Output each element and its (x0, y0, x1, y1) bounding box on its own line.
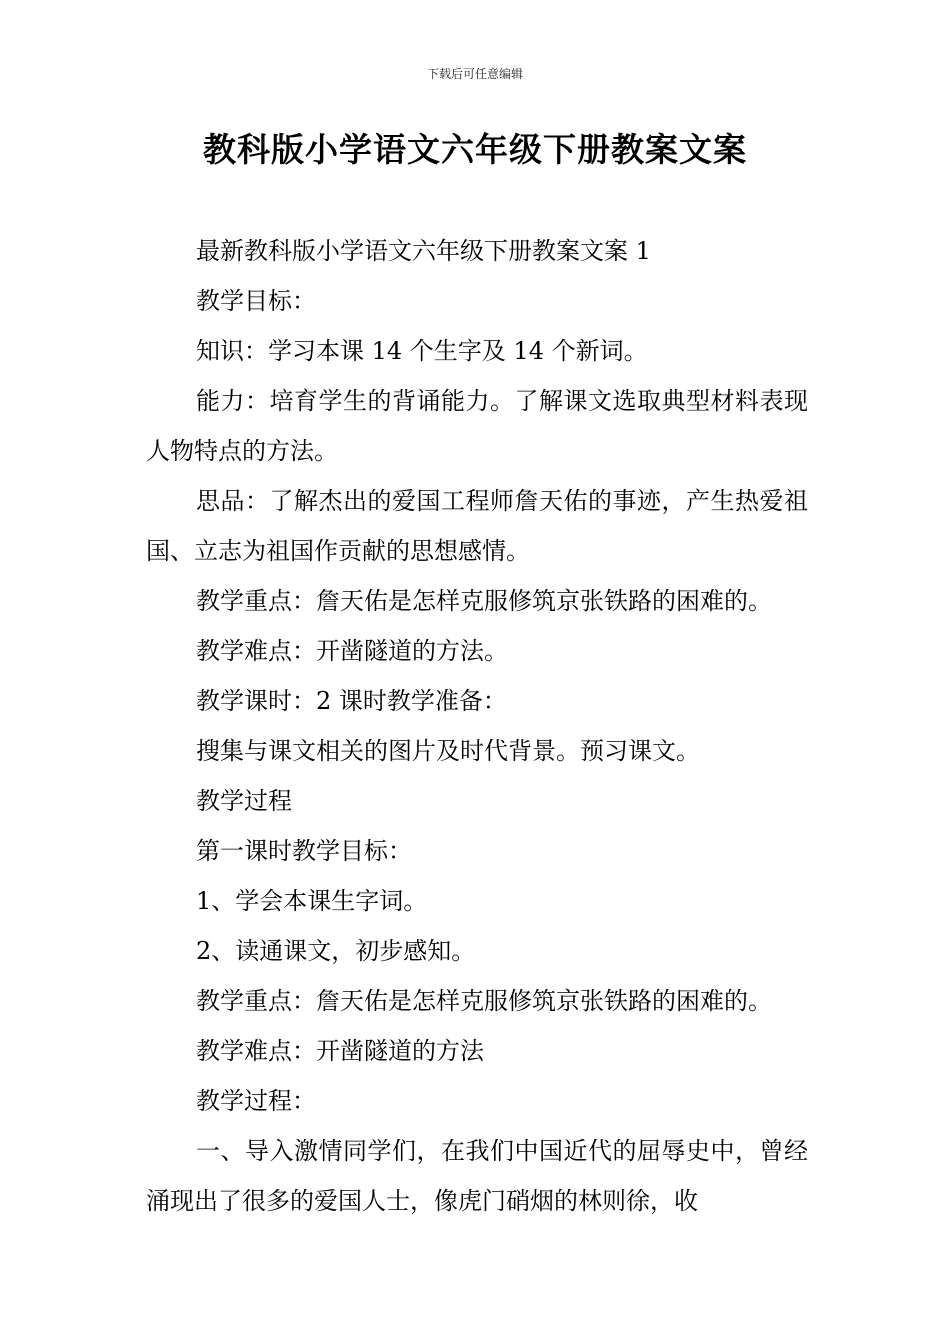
paragraph-class-hours: 教学课时：2 课时教学准备： (196, 687, 507, 715)
paragraph-introduction: 一、导入激情同学们，在我们中国近代的屈辱史中，曾经涌现出了很多的爱国人士，像虎门硝烟的林则徐，收 (146, 1137, 808, 1215)
paragraph-process-label: 教学过程 (196, 787, 292, 815)
paragraph-key-point: 教学重点：詹天佑是怎样克服修筑京张铁路的困难的。 (196, 587, 772, 615)
paragraph-objectives-label: 教学目标： (196, 287, 316, 315)
paragraph-objective-2: 2、读通课文，初步感知。 (196, 937, 476, 965)
paragraph-key-point-2: 教学重点：詹天佑是怎样克服修筑京张铁路的困难的。 (196, 987, 772, 1015)
paragraph-difficulty-2: 教学难点：开凿隧道的方法 (196, 1037, 484, 1065)
paragraph-moral: 思品：了解杰出的爱国工程师詹天佑的事迹，产生热爱祖国、立志为祖国作贡献的思想感情。 (146, 487, 808, 565)
paragraph-preparation: 搜集与课文相关的图片及时代背景。预习课文。 (196, 737, 700, 765)
document-body (146, 226, 808, 1226)
paragraph-heading: 最新教科版小学语文六年级下册教案文案 1 (196, 237, 651, 265)
paragraph-process-label-2: 教学过程： (196, 1087, 316, 1115)
paragraph-first-lesson-objectives: 第一课时教学目标： (196, 837, 412, 865)
document-title: 教科版小学语文六年级下册教案文案 (203, 130, 747, 169)
header-note: 下载后可任意编辑 (426, 67, 523, 81)
paragraph-difficulty: 教学难点：开凿隧道的方法。 (196, 637, 508, 665)
paragraph-objective-1: 1、学会本课生字词。 (196, 887, 428, 915)
paragraph-knowledge: 知识：学习本课 14 个生字及 14 个新词。 (196, 337, 648, 365)
paragraph-ability: 能力：培育学生的背诵能力。了解课文选取典型材料表现人物特点的方法。 (146, 387, 808, 465)
